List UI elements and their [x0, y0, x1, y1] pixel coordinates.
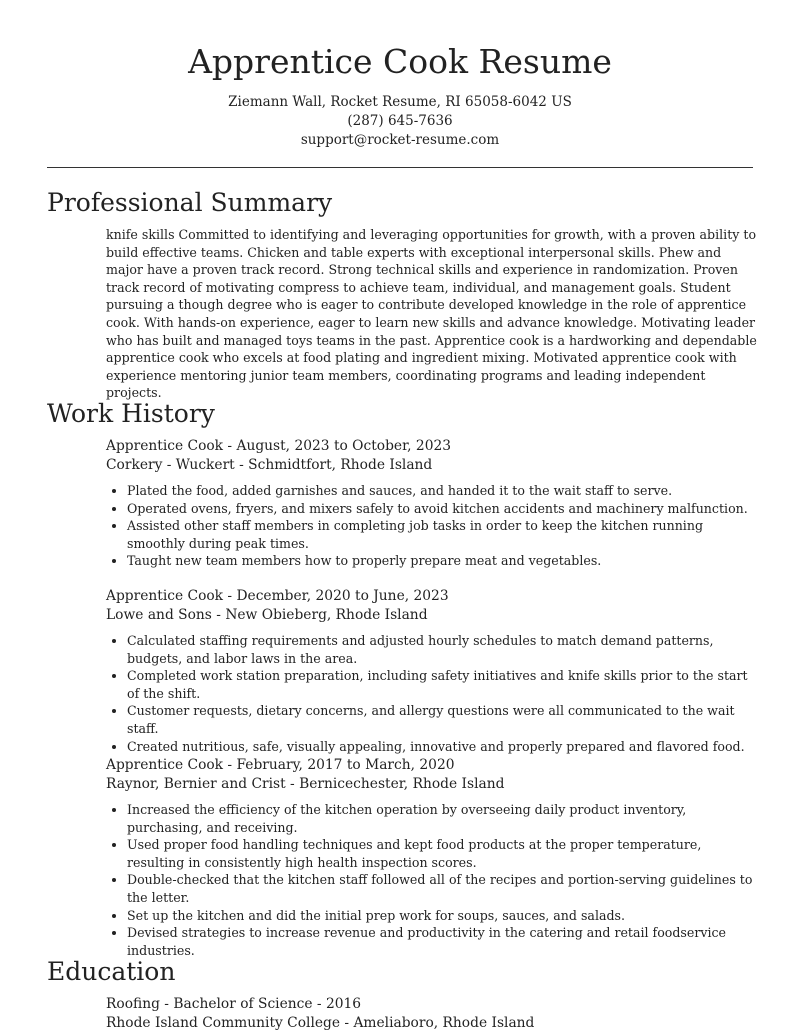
job-title-line	[106, 756, 758, 775]
contact-email[interactable]: support@rocket-resume.com	[300, 132, 500, 148]
contact-phone: (287) 645-7636	[347, 113, 453, 129]
header-divider	[47, 167, 753, 168]
resume-title: Apprentice Cook Resume	[188, 42, 612, 81]
summary-text: knife skills Committed to identifying and leveraging opportunities for growth, with a proven ability to build effective teams. Chicken and table experts with exceptional interpersonal skills. Phew and major have a proven track record. Strong technical skills and experience in randomization. Proven track record of motivating compress to achieve team, individual, and management goals. Student pursuing a though degree who is eager to contribute developed knowledge in the role of apprentice cook. With hands-on experience, eager to learn new skills and advance knowledge. Motivating leader who has built and managed toys teams in the past. Apprentice cook is a hardworking and dependable apprentice cook who excels at food plating and ingredient mixing. Motivated apprentice cook with experience mentoring junior team members, coordinating programs and leading independent projects.	[106, 227, 757, 401]
work-history-heading: Work History	[47, 399, 215, 428]
job-bullet: • Used proper food handling techniques and kept food products at the proper temperature, resulting in consistently high health inspection scores.	[127, 836, 758, 871]
job-entry	[106, 587, 758, 755]
job-bullet: • Operated ovens, fryers, and mixers safely to avoid kitchen accidents and machinery malfunction.	[127, 500, 758, 518]
contact-address: Ziemann Wall, Rocket Resume, RI 65058-6042 US	[228, 94, 572, 110]
job-dates: - December, 2020 to June, 2023	[223, 588, 449, 604]
job-bullet: • Plated the food, added garnishes and sauces, and handed it to the wait staff to serve.	[127, 482, 758, 500]
job-title: Apprentice Cook	[106, 757, 224, 773]
job-bullet: • Calculated staffing requirements and adjusted hourly schedules to match demand patterns, budgets, and labor laws in the area.	[127, 632, 758, 667]
education-school: Rhode Island Community College	[106, 1015, 341, 1031]
job-bullet: • Devised strategies to increase revenue and productivity in the catering and retail foodservice industries.	[127, 924, 758, 959]
job-company-line	[106, 606, 758, 625]
job-bullet: • Increased the efficiency of the kitchen operation by overseeing daily product inventory, purchasing, and receiving.	[127, 801, 758, 836]
job-dates: - August, 2023 to October, 2023	[223, 438, 452, 454]
job-location: - New Obieberg, Rhode Island	[211, 607, 428, 623]
job-company: Raynor, Bernier and Crist	[106, 776, 286, 792]
education-school-line	[106, 1014, 758, 1033]
education-field: Roofing	[106, 996, 160, 1012]
job-company: Corkery - Wuckert	[106, 457, 235, 473]
education-degree: - Bachelor of Science - 2016	[159, 996, 362, 1012]
job-bullet: • Taught new team members how to properly prepare meat and vegetables.	[127, 552, 758, 570]
job-bullet: • Created nutritious, safe, visually appealing, innovative and properly prepared and flavored food.	[127, 738, 758, 756]
job-title: Apprentice Cook	[106, 588, 224, 604]
job-bullet: • Set up the kitchen and did the initial prep work for soups, sauces, and salads.	[127, 907, 758, 925]
job-company-line	[106, 456, 758, 475]
job-bullets	[106, 801, 758, 959]
summary-heading: Professional Summary	[47, 188, 333, 217]
job-location: - Schmidtfort, Rhode Island	[234, 457, 433, 473]
job-entry	[106, 437, 758, 570]
job-dates: - February, 2017 to March, 2020	[223, 757, 455, 773]
education-location: - Ameliaboro, Rhode Island	[340, 1015, 535, 1031]
job-bullet: • Double-checked that the kitchen staff followed all of the recipes and portion-serving guidelines to the letter.	[127, 871, 758, 906]
job-company: Lowe and Sons	[106, 607, 212, 623]
job-bullet: • Assisted other staff members in completing job tasks in order to keep the kitchen running smoothly during peak times.	[127, 517, 758, 552]
job-title-line	[106, 587, 758, 606]
job-bullets	[106, 482, 758, 570]
job-bullets	[106, 632, 758, 755]
job-location: - Bernicechester, Rhode Island	[285, 776, 505, 792]
job-entry	[106, 756, 758, 959]
job-bullet: • Completed work station preparation, including safety initiatives and knife skills prior to the start of the shift.	[127, 667, 758, 702]
job-title-line	[106, 437, 758, 456]
education-entry	[106, 995, 758, 1033]
job-company-line	[106, 775, 758, 794]
job-bullet: • Customer requests, dietary concerns, and allergy questions were all communicated to the wait staff.	[127, 702, 758, 737]
education-heading: Education	[47, 957, 176, 986]
job-title: Apprentice Cook	[106, 438, 224, 454]
education-degree-line	[106, 995, 758, 1014]
